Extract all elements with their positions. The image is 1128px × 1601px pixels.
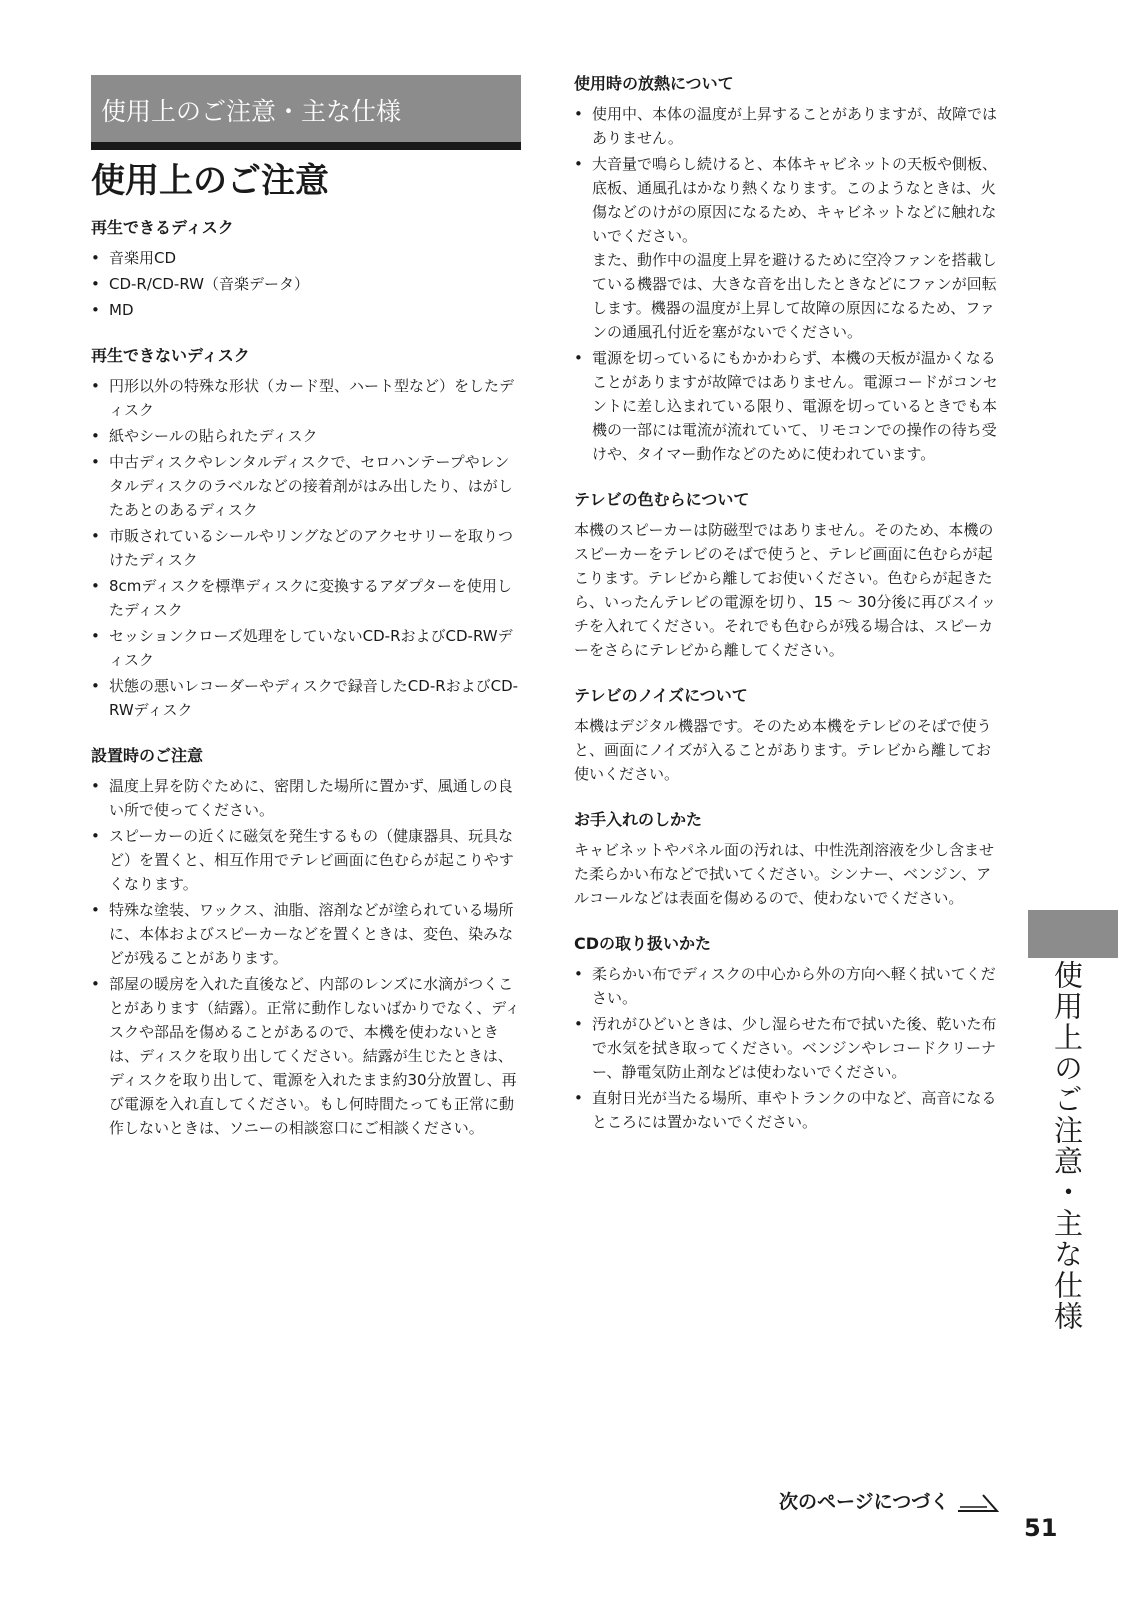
- arrow-right-icon: [957, 1491, 999, 1513]
- section-heading: 再生できないディスク: [91, 346, 250, 365]
- list-item: • 状態の悪いレコーダーやディスクで録音したCD-RおよびCD-RWディスク: [91, 674, 523, 722]
- section-playable-discs: [91, 216, 523, 322]
- section-heading: CDの取り扱いかた: [574, 934, 712, 953]
- side-index-label: 使用上のご注意・主な仕様: [1050, 960, 1084, 1332]
- section-banner: [91, 75, 521, 150]
- section-tv-noise: [574, 684, 1004, 786]
- section-heat: [574, 72, 1004, 466]
- list-item: • 温度上昇を防ぐために、密閉した場所に置かず、風通しの良い所で使ってください。: [91, 774, 523, 822]
- next-page-label: 次のページにつづく: [779, 1491, 950, 1513]
- section-heading: 設置時のご注意: [91, 746, 204, 765]
- section-heading: テレビの色むらについて: [574, 490, 750, 509]
- list-item: • 直射日光が当たる場所、車やトランクの中など、高音になるところには置かないでください。: [574, 1086, 1004, 1134]
- section-heading: テレビのノイズについて: [574, 686, 748, 705]
- section-heading: 使用時の放熱について: [574, 74, 734, 93]
- left-column: [91, 216, 523, 1162]
- list-item: • MD: [91, 298, 523, 322]
- list-item: • CD-R/CD-RW（音楽データ）: [91, 272, 523, 296]
- paragraph: 本機はデジタル機器です。そのため本機をテレビのそばで使うと、画面にノイズが入ることがあります。テレビから離してお使いください。: [574, 717, 992, 783]
- section-tv-color: [574, 488, 1004, 662]
- list-item: • 音楽用CD: [91, 246, 523, 270]
- right-column: [574, 72, 1004, 1156]
- list-item: • 部屋の暖房を入れた直後など、内部のレンズに水滴がつくことがあります（結露）。正常に動作しないばかりでなく、ディスクや部品を傷めることがあるので、本機を使わないときは、ディスクを取り出してください。結露が生じたときは、ディスクを取り出して、電源を入れたまま約30分放置し、再び電源を入れ直してください。もし何時間たっても正常に動作しないときは、ソニーの相談窓口にご相談ください。: [91, 972, 523, 1140]
- list-item-text: また、動作中の温度上昇を避けるために空冷ファンを搭載している機器では、大きな音を出したときなどにファンが回転します。機器の温度が上昇して故障の原因になるため、ファンの通風孔付近を塞がないでください。: [592, 251, 997, 341]
- list-item: [574, 152, 1004, 344]
- page-title: 使用上のご注意: [91, 161, 329, 201]
- section-cd-handling: [574, 932, 1004, 1134]
- list-item: • セッションクローズ処理をしていないCD-RおよびCD-RWディスク: [91, 624, 523, 672]
- paragraph: キャビネットやパネル面の汚れは、中性洗剤溶液を少し含ませた柔らかい布などで拭いてください。シンナー、ベンジン、アルコールなどは表面を傷めるので、使わないでください。: [574, 841, 995, 907]
- side-index-tab: [1028, 910, 1118, 958]
- list-item: • 紙やシールの貼られたディスク: [91, 424, 523, 448]
- section-installation-notes: [91, 744, 523, 1140]
- bullet-list: [574, 962, 1004, 1134]
- list-item-text: • 大音量で鳴らし続けると、本体キャビネットの天板や側板、底板、通風孔はかなり熱くなります。このようなときは、火傷などのけがの原因になるため、キャビネットなどに触れないでください。: [592, 155, 998, 245]
- bullet-list: [91, 774, 523, 1140]
- banner-title: 使用上のご注意・主な仕様: [101, 97, 402, 126]
- section-heading: お手入れのしかた: [574, 810, 703, 829]
- list-item: • 使用中、本体の温度が上昇することがありますが、故障ではありません。: [574, 102, 1004, 150]
- section-care: [574, 808, 1004, 910]
- list-item: • 電源を切っているにもかかわらず、本機の天板が温かくなることがありますが故障ではありません。電源コードがコンセントに差し込まれている限り、電源を切っているときでも本機の一部には電流が流れていて、リモコンでの操作の待ち受けや、タイマー動作などのために使われています。: [574, 346, 1004, 466]
- page-number: 51: [1024, 1514, 1058, 1542]
- bullet-list: [574, 102, 1004, 466]
- section-heading: 再生できるディスク: [91, 218, 234, 237]
- list-item: • 特殊な塗装、ワックス、油脂、溶剤などが塗られている場所に、本体およびスピーカーなどを置くときは、変色、染みなどが残ることがあります。: [91, 898, 523, 970]
- bullet-list: [91, 246, 523, 322]
- section-unplayable-discs: [91, 344, 523, 722]
- list-item: • 汚れがひどいときは、少し湿らせた布で拭いた後、乾いた布で水気を拭き取ってください。ベンジンやレコードクリーナー、静電気防止剤などは使わないでください。: [574, 1012, 1004, 1084]
- paragraph: 本機のスピーカーは防磁型ではありません。そのため、本機のスピーカーをテレビのそばで使うと、テレビ画面に色むらが起こります。テレビから離してお使いください。色むらが起きたら、いったんテレビの電源を切り、15 ～ 30分後に再びスイッチを入れてください。それでも色むらが残る場合は、スピーカーをさらにテレビから離してください。: [574, 521, 996, 659]
- list-item: • 円形以外の特殊な形状（カード型、ハート型など）をしたディスク: [91, 374, 523, 422]
- bullet-list: [91, 374, 523, 722]
- list-item: • 中古ディスクやレンタルディスクで、セロハンテープやレンタルディスクのラベルなどの接着剤がはみ出したり、はがしたあとのあるディスク: [91, 450, 523, 522]
- list-item: • 市販されているシールやリングなどのアクセサリーを取りつけたディスク: [91, 524, 523, 572]
- list-item: • 8cmディスクを標準ディスクに変換するアダプターを使用したディスク: [91, 574, 523, 622]
- list-item: • 柔らかい布でディスクの中心から外の方向へ軽く拭いてください。: [574, 962, 1004, 1010]
- list-item: • スピーカーの近くに磁気を発生するもの（健康器具、玩具など）を置くと、相互作用でテレビ画面に色むらが起こりやすくなります。: [91, 824, 523, 896]
